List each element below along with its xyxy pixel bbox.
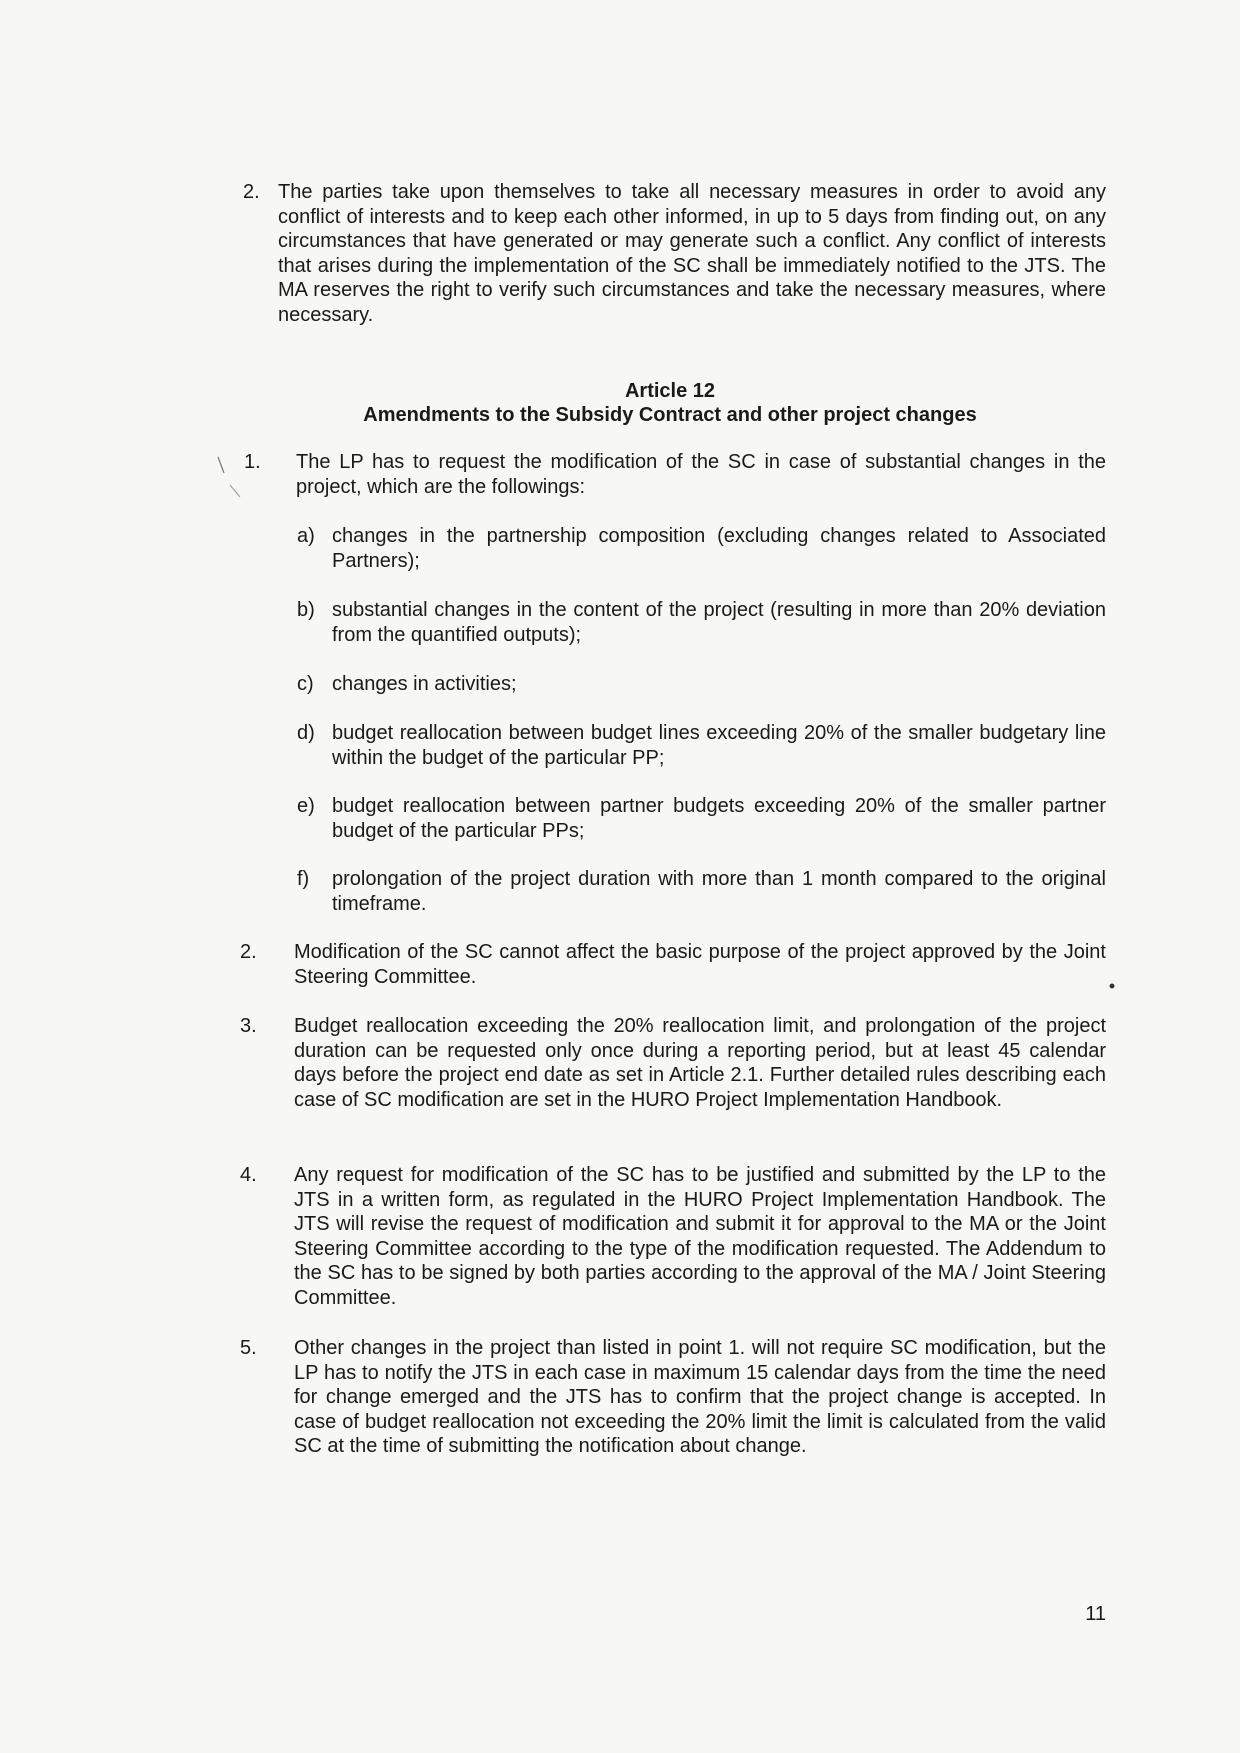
scan-mark-icon [210, 455, 250, 505]
article-title: Article 12 [624, 380, 716, 402]
subitem-label: d) [297, 722, 315, 744]
subitem-label: e) [297, 795, 315, 817]
subitem-text: substantial changes in the content of the project (resulting in more than 20% deviation from the quantified outputs); [332, 599, 1106, 646]
subitem-label: a) [297, 525, 315, 547]
scan-dot-icon [1108, 982, 1116, 990]
subitem-text: changes in the partnership composition (excluding changes related to Associated Partners); [332, 525, 1106, 572]
subitem-label: f) [297, 868, 310, 890]
page-number: 11 [1085, 1603, 1106, 1625]
item-number: 4. [240, 1164, 257, 1186]
intro-item-text: The parties take upon themselves to take all necessary measures in order to avoid any conflict of interests and to keep each other informed, in up to 5 days from finding out, on any circumstances that have generated or may generate such a conflict. Any conflict of interests that arises during the implementation of the SC shall be immediately notified to the JTS. The MA reserves the right to verify such circumstances and take the necessary measures, where necessary. [278, 181, 1106, 326]
subitem-label: b) [297, 599, 315, 621]
item-text: Other changes in the project than listed in point 1. will not require SC modification, but the LP has to notify the JTS in each case in maximum 15 calendar days from the time the need for change emerged and the JTS has to confirm that the project change is accepted. In case of budget reallocation not exceeding the 20% limit the limit is calculated from the valid SC at the time of submitting the notification about change. [294, 1337, 1106, 1458]
item-text: Any request for modification of the SC has to be justified and submitted by the LP to the JTS in a written form, as regulated in the HURO Project Implementation Handbook. The JTS will revise the request of modification and submit it for approval to the MA or the Joint Steering Committee according to the type of the modification requested. The Addendum to the SC has to be signed by both parties according to the approval of the MA / Joint Steering Committee. [294, 1164, 1106, 1309]
subitem-text: budget reallocation between partner budgets exceeding 20% of the smaller partner budget of the particular PPs; [332, 795, 1106, 842]
subitem-text: changes in activities; [332, 673, 517, 695]
item-number: 5. [240, 1337, 257, 1359]
item-text: Budget reallocation exceeding the 20% reallocation limit, and prolongation of the project duration can be requested only once during a reporting period, but at least 45 calendar days before the project end date as set in Article 2.1. Further detailed rules describing each case of SC modification are set in the HURO Project Implementation Handbook. [294, 1015, 1106, 1111]
article-subtitle: Amendments to the Subsidy Contract and other project changes [363, 404, 977, 426]
subitem-label: c) [297, 673, 314, 695]
subitem-text: budget reallocation between budget lines exceeding 20% of the smaller budgetary line within the budget of the particular PP; [332, 722, 1106, 769]
item-number: 1. [244, 451, 261, 473]
item-number: 3. [240, 1015, 257, 1037]
item-text: The LP has to request the modification of the SC in case of substantial changes in the project, which are the followings: [296, 451, 1106, 498]
intro-item-number: 2. [243, 181, 260, 203]
item-number: 2. [240, 941, 257, 963]
item-text: Modification of the SC cannot affect the basic purpose of the project approved by the Joint Steering Committee. [294, 941, 1106, 988]
subitem-text: prolongation of the project duration with more than 1 month compared to the original timeframe. [332, 868, 1106, 915]
